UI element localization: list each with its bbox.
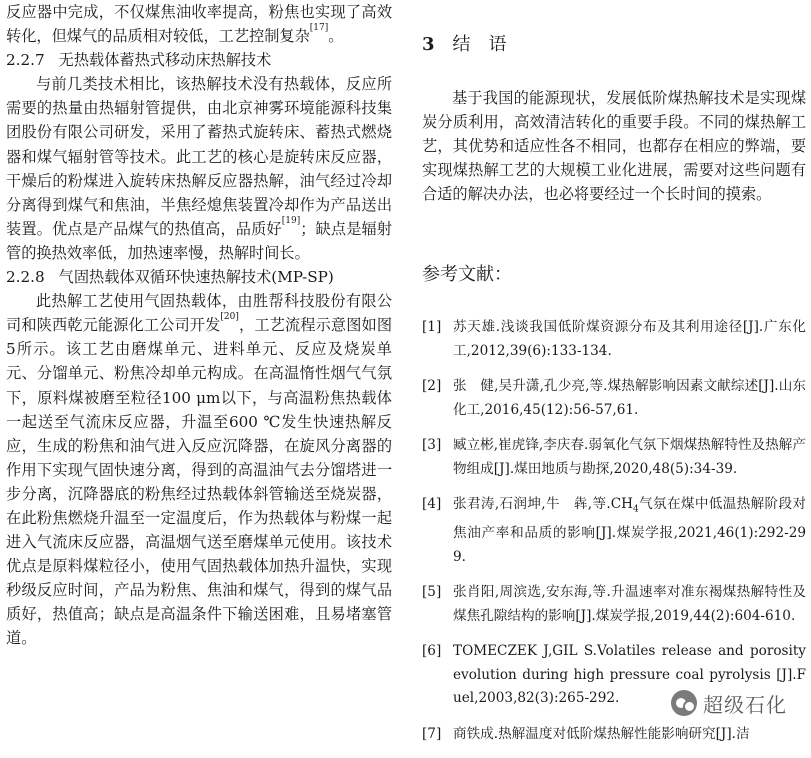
citation[interactable]: [17] [309,23,329,34]
right-column [422,0,806,742]
conclusion-paragraph: 基于我国的能源现状，发展低阶煤热解技术是实现煤炭分质利用，高效清洁转化的重要手段。不同的煤热解工艺，其优势和适应性各不相同，也都存在相应的弊端，要实现煤热解工艺的大规模工业化进展，需要对这些问题有合适的解决办法，也必将要经过一个长时间的摸索。 [422,89,806,204]
citation[interactable]: [20] [220,312,239,323]
watermark-text: 超级石化 [703,692,787,717]
reference-item: [5] 张肖阳,周滨选,安东海,等.升温速率对准东褐煤热解特性及煤焦孔隙结构的影响[J].煤炭学报,2019,44(2):604-610. [422,584,806,624]
paragraph-2-2-7: 与前几类技术相比，该热解技术没有热载体，反应所需要的热量由热辐射管提供，由北京神雾环境能源科技集团股份有限公司研发，采用了蓄热式旋转床、蓄热式燃烧器和煤气辐射管等技术。此工艺的核心是旋转床反应器，干燥后的粉煤进入旋转床热解反应器热解，油气经过冷却分离得到煤气和焦油，半焦经熄焦装置冷却作为产品送出装置。优点是产品煤气的热值高，品质好[19]；缺点是辐射管的换热效率低，加热速率慢，热解时间长。 [6,75,393,262]
reference-item: [3] 臧立彬,崔虎锋,李庆春.弱氧化气氛下烟煤热解特性及热解产物组成[J].煤田地质与勘探,2020,48(5):34-39. [422,437,806,477]
reference-item: [6] TOMECZEK J,GIL S.Volatiles release and porosity evolution during high pressure coal pyrolysis [J].Fuel,2003,82(3):265-292. [422,643,806,707]
section-heading-conclusion: 3 结 语 [422,34,507,55]
paragraph-2-2-8: 此热解工艺使用气固热载体，由胜帮科技股份有限公司和陕西乾元能源化工公司开发[20]，工艺流程示意图如图5所示。该工艺由磨煤单元、进料单元、反应及烧炭单元、分馏单元、粉焦冷却单元构成。在高温惰性烟气气氛下，原料煤被磨至粒径100 μm以下，与高温粉焦热载体一起送至气流床反应器，升温至600 ℃发生快速热解反应，生成的粉焦和油气进入反应沉降器，在旋风分离器的作用下实现气固快速分离，得到的高温油气去分馏塔进一步分离，沉降器底的粉焦经过热载体斜管输送至烧炭器，在此粉焦燃烧升温至一定温度后，作为热载体与粉煤一起进入气流床反应器，高温烟气送至磨煤单元使用。该技术优点是原料煤粒径小，使用气固热载体加热升温快，实现秒级反应时间，产品为粉焦、焦油和煤气，得到的煤气品质好，热值高；缺点是高温条件下输送困难，且易堵塞管道。 [6,292,393,648]
reference-item: [7] 商铁成.热解温度对低阶煤热解性能影响研究[J].洁 [422,725,750,742]
reference-item: [4] 张君涛,石润坤,牛 犇,等$.CH_4$气氛在煤中低温热解阶段对焦油产率和品质的影响[J].煤炭学报,2021,46(1):292-299. [422,496,806,565]
reference-item: [1] 苏天雄.浅谈我国低阶煤资源分布及其利用途径[J].广东化工,2012,39(6):133-134. [422,319,806,359]
wechat-icon [671,690,697,716]
intro-paragraph: 反应器中完成，不仅煤焦油收率提高，粉焦也实现了高效转化，但煤气的品质相对较低，工艺控制复杂[17]。 [6,3,392,46]
watermark [667,688,791,718]
citation[interactable]: [19] [281,215,301,226]
section-heading-2-2-8: 2.2.8 气固热载体双循环快速热解技术(MP-SP) [6,268,334,287]
left-column [6,0,392,651]
reference-item: [2] 张 健,吴升潇,孔少亮,等.煤热解影响因素文献综述[J].山东化工,2016,45(12):56-57,61. [422,378,806,418]
references-heading: 参考文献： [422,264,512,285]
section-heading-2-2-7: 2.2.7 无热载体蓄热式移动床热解技术 [6,51,272,70]
